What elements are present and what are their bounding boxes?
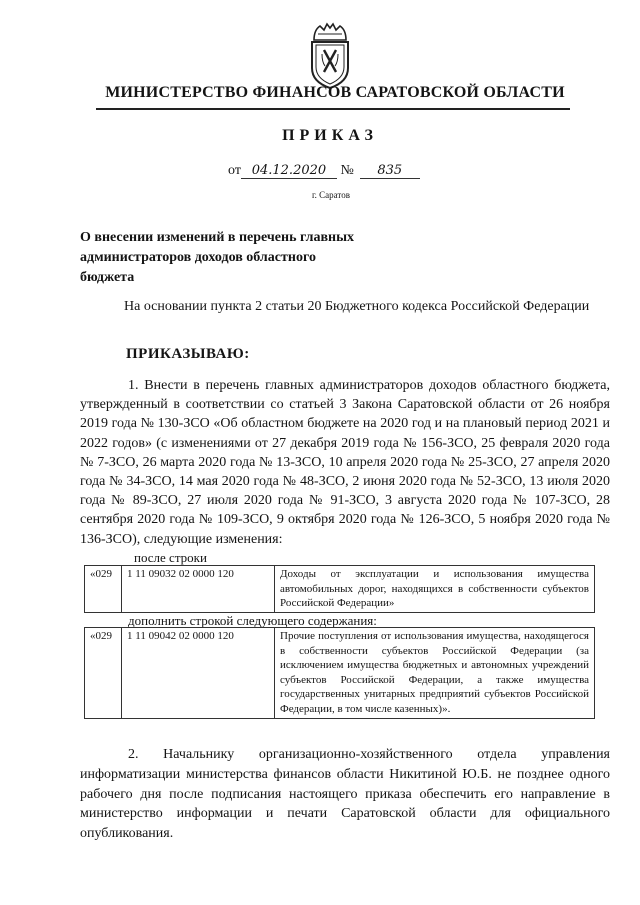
legal-basis-paragraph: На основании пункта 2 статьи 20 Бюджетного кодекса Российской Федерации <box>124 299 590 314</box>
order-number-handwritten: 835 <box>360 164 420 179</box>
add-row-label: дополнить строкой следующего содержания: <box>128 613 377 628</box>
from-label: от <box>228 163 241 178</box>
order-subject: О внесении изменений в перечень главных администраторов доходов областного бюджета <box>80 230 355 285</box>
order-date-handwritten: 04.12.2020 <box>241 164 337 179</box>
coat-of-arms-icon <box>300 14 360 90</box>
admin-code-cell: «029 <box>85 566 122 613</box>
revenue-code-cell: 1 11 09032 02 0000 120 <box>122 566 275 613</box>
admin-code-cell: «029 <box>85 628 122 719</box>
table-row <box>85 566 595 613</box>
order-date-number-line <box>228 163 420 179</box>
paragraph-item-2: 2. Начальнику организационно-хозяйственного отдела управления информатизации министерства финансов области Никитиной Ю.Б. не позднее одного рабочего дня после подписания настоящего приказа обеспечить его направление в министерство информации и печати Саратовской области для официального опубликования. <box>80 747 610 842</box>
table-row <box>85 628 595 719</box>
number-label: № <box>340 163 354 178</box>
order-word: ПРИКАЗЫВАЮ: <box>126 346 250 362</box>
after-row-table <box>84 565 595 613</box>
revenue-name-cell: Доходы от эксплуатации и использования имущества автомобильных дорог, находящихся в собственности субъектов Российской Федерации» <box>275 566 595 613</box>
order-title: ПРИКАЗ <box>282 127 378 144</box>
revenue-name-cell: Прочие поступления от использования имущества, находящегося в собственности субъектов Российской Федерации (за исключением имущества бюджетных и автономных учреждений субъектов Российской Федерации, а также имущества государственных унитарных предприятий субъектов Российской Федерации, в том числе казенных)». <box>275 628 595 719</box>
paragraph-item-1: 1. Внести в перечень главных администраторов доходов областного бюджета, утвержденный в соответствии со статьей 3 Закона Саратовской области от 26 ноября 2019 года № 130-ЗСО «Об областном бюджете на 2020 год и на плановый период 2021 и 2022 годов» (с изменениями от 27 декабря 2019 года № 156-ЗСО, 25 февраля 2020 года № 7-ЗСО, 26 марта 2020 года № 13-ЗСО, 10 апреля 2020 года № 25-ЗСО, 27 апреля 2020 года № 34-ЗСО, 14 мая 2020 года № 48-ЗСО, 2 июня 2020 года № 52-ЗСО, 13 июля 2020 года № 89-ЗСО, 27 июля 2020 года № 91-ЗСО, 3 августа 2020 года № 107-ЗСО, 28 сентября 2020 года № 109-ЗСО, 9 октября 2020 года № 126-ЗСО, 5 ноября 2020 года № 136-ЗСО), следующие изменения: <box>80 378 610 547</box>
city-label: г. Саратов <box>312 190 350 200</box>
header-divider <box>96 108 570 110</box>
ministry-title: МИНИСТЕРСТВО ФИНАНСОВ САРАТОВСКОЙ ОБЛАСТИ <box>105 84 565 101</box>
after-row-label: после строки <box>134 550 207 565</box>
revenue-code-cell: 1 11 09042 02 0000 120 <box>122 628 275 719</box>
add-row-table <box>84 627 595 719</box>
